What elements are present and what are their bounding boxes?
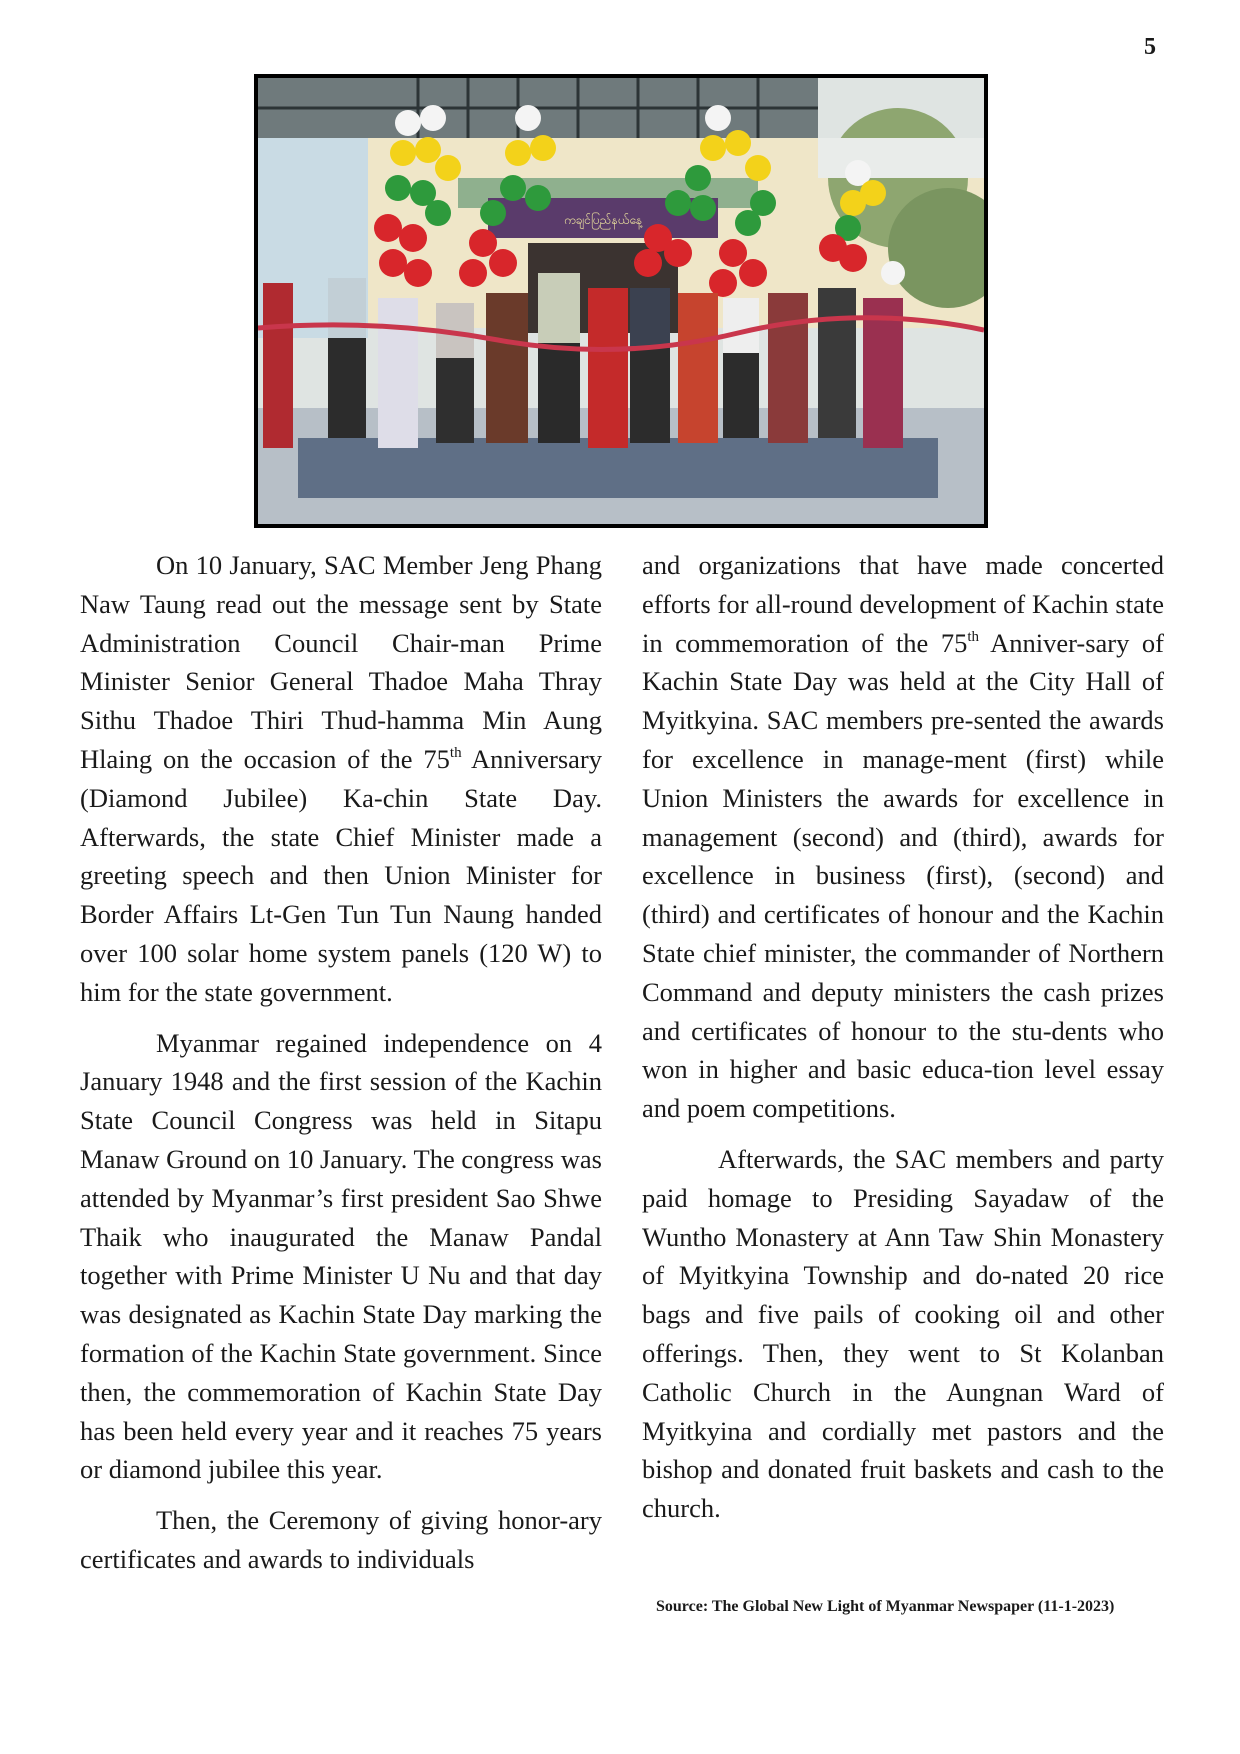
article-column-left xyxy=(80,546,602,1591)
article-paragraph: Afterwards, the SAC members and party paid homage to Presiding Sayadaw of the Wuntho Monastery at Ann Taw Shin Monastery of Myitkyina Township and do-nated 20 rice bags and five pails of cooking oil and other offerings. Then, they went to St Kolanban Catholic Church in the Aungnan Ward of Myitkyina and cordially met pastors and the bishop and donated fruit baskets and cash to the church. xyxy=(642,1143,1164,1524)
article-paragraph: On 10 January, SAC Member Jeng Phang Naw Taung read out the message sent by State Administration Council Chair-man Prime Minister Senior General Thadoe Maha Thray Sithu Thadoe Thiri Thud-hamma Min Aung Hlaing on the occasion of the 75th Anniversary (Diamond Jubilee) Ka-chin State Day. Afterwards, the state Chief Minister made a greeting speech and then Union Minister for Border Affairs Lt-Gen Tun Tun Naung handed over 100 solar home system panels (120 W) to him for the state government. xyxy=(80,550,602,1007)
source-credit: Source: The Global New Light of Myanmar Newspaper (11-1-2023) xyxy=(656,1598,1115,1615)
banner-text: ကချင်ပြည်နယ်နေ့ xyxy=(563,213,643,227)
article-paragraph: Myanmar regained independence on 4 January 1948 and the first session of the Kachin State Council Congress was held in Sitapu Manaw Ground on 10 January. The congress was attended by Myanmar’s first president Sao Shwe Thaik who inaugurated the Manaw Pandal together with Prime Minister U Nu and that day was designated as Kachin State Day marking the formation of the Kachin State government. Since then, the commemoration of Kachin State Day has been held every year and it reaches 75 years or diamond jubilee this year. xyxy=(80,1027,602,1485)
article-paragraph: Then, the Ceremony of giving honor-ary certificates and awards to individuals xyxy=(80,1505,602,1574)
ribbon-cutting-photo xyxy=(254,74,988,528)
article-paragraph: and organizations that have made concerted efforts for all-round development of Kachin state in commemoration of the 75th Anniver-sary of Kachin State Day was held at the City Hall of Myitkyina. SAC members pre-sented the awards for excellence in manage-ment (first) while Union Ministers the awards for excellence in management (second) and (third), awards for excellence in business (first), (second) and (third) and certificates of honour and the Kachin State chief minister, the commander of Northern Command and deputy ministers the cash prizes and certificates of honour to the stu-dents who won in higher and basic educa-tion level essay and poem competitions. xyxy=(642,550,1164,1124)
article-column-right xyxy=(642,546,1164,1540)
page-number: 5 xyxy=(1144,34,1156,60)
